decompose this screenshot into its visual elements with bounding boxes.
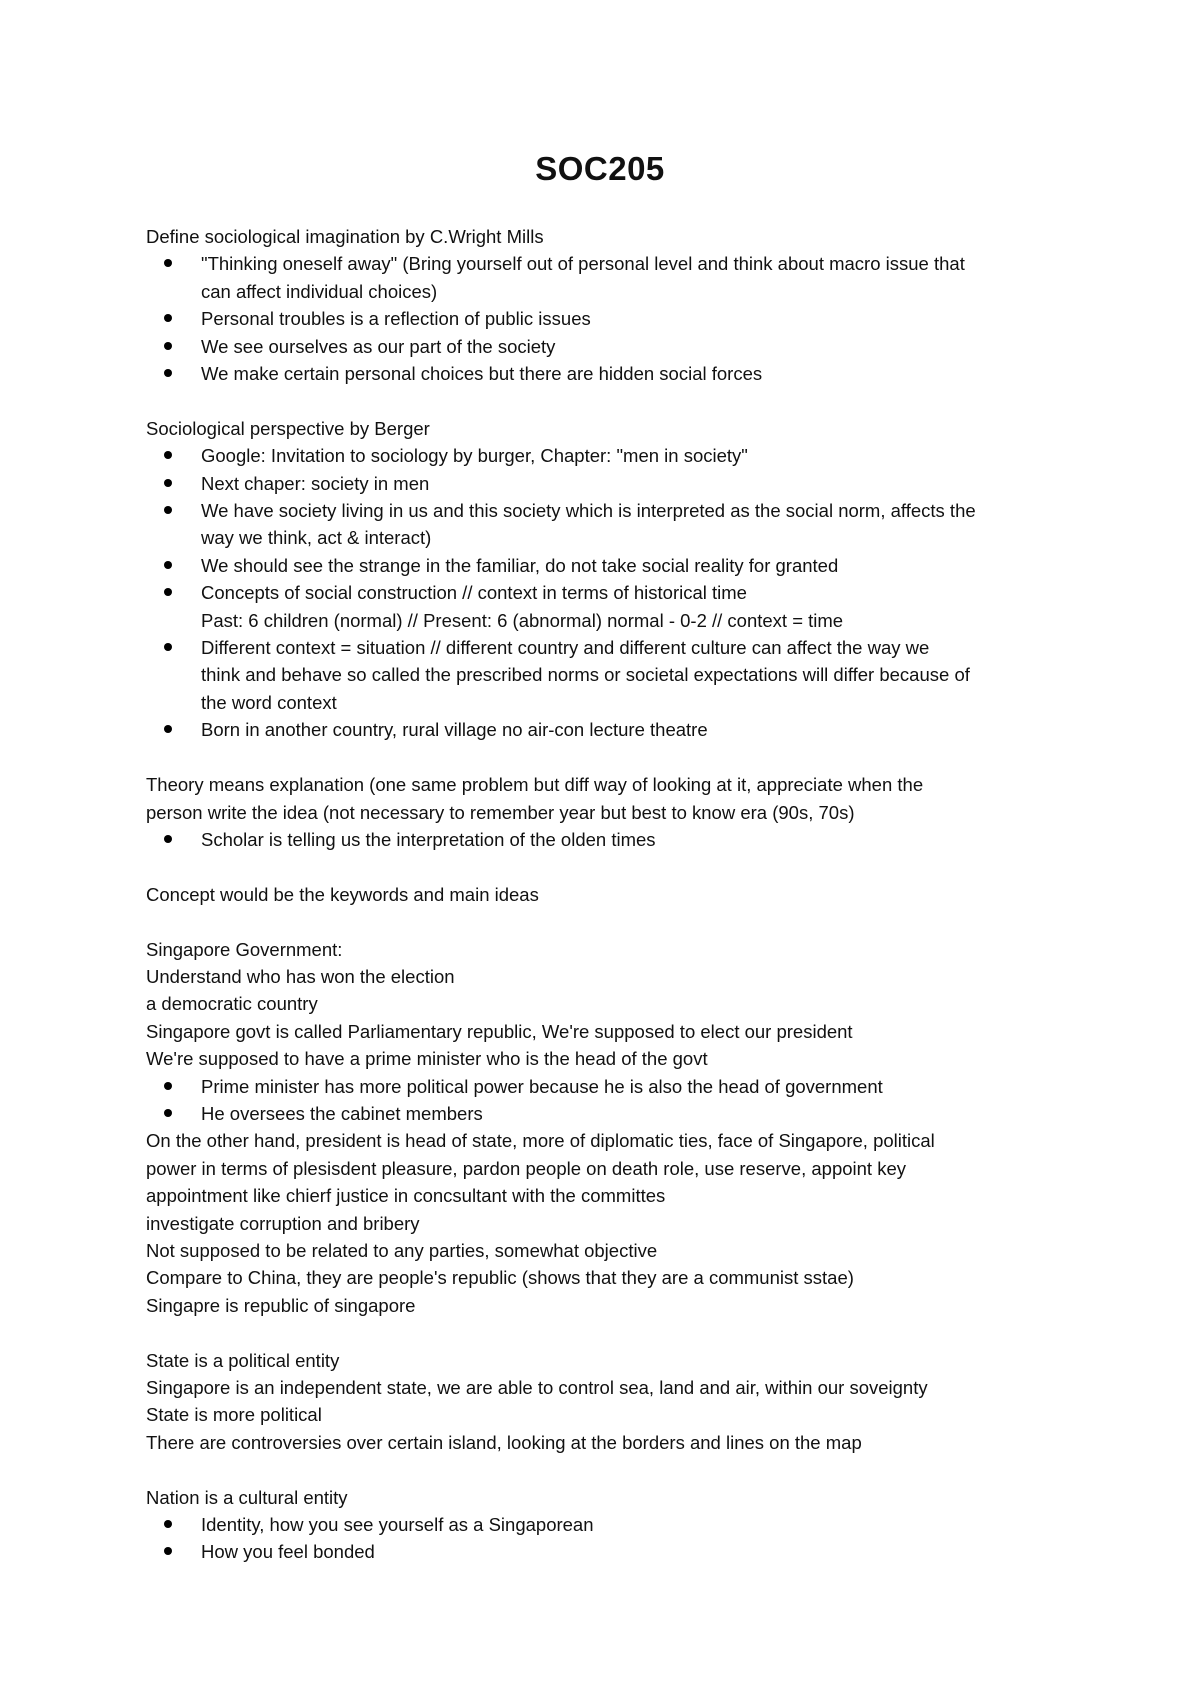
- bullet-text: the word context: [201, 691, 337, 713]
- document-body: [146, 223, 1076, 1566]
- bullet-text: We make certain personal choices but there are hidden social forces: [201, 363, 763, 385]
- bullet-text: Google: Invitation to sociology by burger, Chapter: "men in society": [201, 445, 748, 467]
- bullet-item: [146, 442, 1076, 469]
- bullet-list: [146, 1073, 1076, 1128]
- bullet-text: think and behave so called the prescribed norms or societal expectations will differ because of: [201, 664, 970, 686]
- bullet-list: [146, 442, 1076, 743]
- bullet-item: [146, 1073, 1076, 1100]
- bullet-item: [146, 634, 1076, 716]
- bullet-text: Born in another country, rural village no air-con lecture theatre: [201, 719, 708, 741]
- bullet-text: Concepts of social construction // context in terms of historical time: [201, 582, 747, 604]
- document-title: SOC205: [535, 150, 665, 187]
- bullet-item: [146, 333, 1076, 360]
- section-heading: Singapore Government:: [146, 938, 343, 960]
- blank-line: [146, 1319, 1076, 1346]
- blank-line: [146, 744, 1076, 771]
- paragraph-line: Theory means explanation (one same problem but diff way of looking at it, appreciate when the: [146, 774, 924, 796]
- paragraph-line: Singapre is republic of singapore: [146, 1294, 416, 1316]
- blank-line: [146, 908, 1076, 935]
- paragraph-line: Singapore is an independent state, we are able to control sea, land and air, within our soveignty: [146, 1376, 928, 1398]
- paragraph-line: Not supposed to be related to any parties, somewhat objective: [146, 1239, 658, 1261]
- section-heading: State is a political entity: [146, 1349, 340, 1371]
- bullet-list: [146, 1511, 1076, 1566]
- bullet-text: Different context = situation // different country and different culture can affect the way we: [201, 637, 930, 659]
- bullet-text: We should see the strange in the familiar, do not take social reality for granted: [201, 554, 839, 576]
- paragraph-line: person write the idea (not necessary to remember year but best to know era (90s, 70s): [146, 801, 855, 823]
- bullet-item: [146, 579, 1076, 634]
- blank-line: [146, 1456, 1076, 1483]
- paragraph-line: Compare to China, they are people's republic (shows that they are a communist sstae): [146, 1267, 854, 1289]
- paragraph-line: power in terms of plesisdent pleasure, pardon people on death role, use reserve, appoint key: [146, 1157, 906, 1179]
- bullet-list: [146, 250, 1076, 387]
- bullet-item: [146, 1511, 1076, 1538]
- bullet-item: [146, 305, 1076, 332]
- bullet-list: [146, 826, 1076, 853]
- bullet-item: [146, 360, 1076, 387]
- bullet-item: [146, 497, 1076, 552]
- bullet-text: He oversees the cabinet members: [201, 1102, 483, 1124]
- paragraph-line: Concept would be the keywords and main ideas: [146, 883, 539, 905]
- bullet-text: Prime minister has more political power because he is also the head of government: [201, 1075, 883, 1097]
- blank-line: [146, 853, 1076, 880]
- section-heading: Nation is a cultural entity: [146, 1486, 348, 1508]
- bullet-text: "Thinking oneself away" (Bring yourself out of personal level and think about macro issue that: [201, 253, 965, 275]
- bullet-item: [146, 250, 1076, 305]
- bullet-item: [146, 552, 1076, 579]
- bullet-item: [146, 716, 1076, 743]
- bullet-text: Identity, how you see yourself as a Singaporean: [201, 1514, 594, 1535]
- paragraph-line: Understand who has won the election: [146, 965, 455, 987]
- bullet-text: can affect individual choices): [201, 280, 438, 302]
- paragraph-line: Singapore govt is called Parliamentary republic, We're supposed to elect our president: [146, 1020, 853, 1042]
- bullet-text: We have society living in us and this society which is interpreted as the social norm, affects the: [201, 500, 976, 522]
- bullet-text: Next chaper: society in men: [201, 472, 430, 494]
- bullet-text: Past: 6 children (normal) // Present: 6 (abnormal) normal - 0-2 // context = time: [201, 609, 844, 631]
- bullet-item: [146, 1100, 1076, 1127]
- section-heading: Sociological perspective by Berger: [146, 417, 430, 439]
- paragraph-line: investigate corruption and bribery: [146, 1212, 420, 1234]
- bullet-text: way we think, act & interact): [201, 527, 432, 549]
- paragraph-line: On the other hand, president is head of state, more of diplomatic ties, face of Singapore, political: [146, 1130, 935, 1152]
- paragraph-line: a democratic country: [146, 993, 318, 1015]
- bullet-text: We see ourselves as our part of the society: [201, 335, 556, 357]
- bullet-item: [146, 470, 1076, 497]
- bullet-text: How you feel bonded: [201, 1541, 375, 1563]
- paragraph-line: appointment like chierf justice in concsultant with the committes: [146, 1185, 666, 1207]
- bullet-text: Scholar is telling us the interpretation of the olden times: [201, 828, 656, 850]
- paragraph-line: State is more political: [146, 1404, 322, 1426]
- paragraph-line: There are controversies over certain island, looking at the borders and lines on the map: [146, 1431, 862, 1453]
- blank-line: [146, 387, 1076, 414]
- bullet-item: [146, 1538, 1076, 1565]
- section-heading: Define sociological imagination by C.Wright Mills: [146, 226, 544, 247]
- bullet-item: [146, 826, 1076, 853]
- bullet-text: Personal troubles is a reflection of public issues: [201, 308, 591, 330]
- paragraph-line: We're supposed to have a prime minister who is the head of the govt: [146, 1048, 708, 1070]
